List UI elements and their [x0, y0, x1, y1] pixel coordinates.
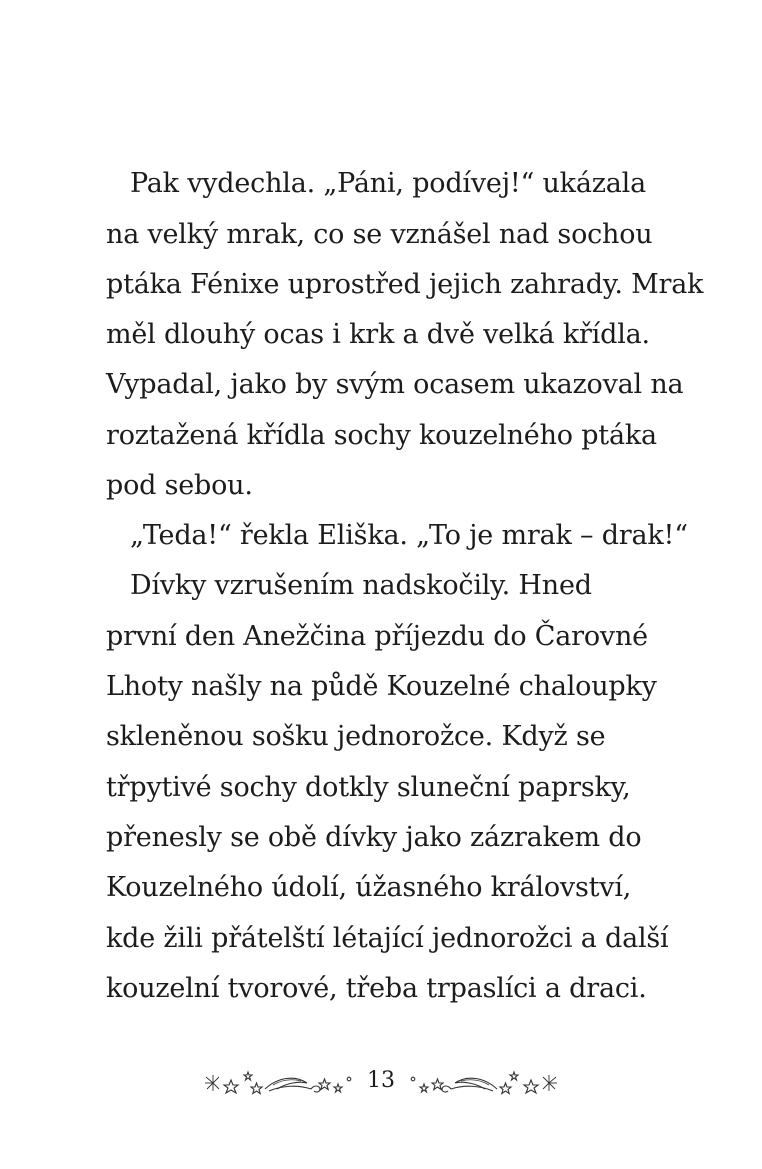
- text-line: skleněnou sošku jednorožce. Když se: [106, 721, 606, 752]
- text-line: Kouzelného údolí, úžasného království,: [106, 872, 632, 903]
- text-line: Vypadal, jako by svým ocasem ukazoval na: [106, 369, 684, 400]
- text-line: Dívky vzrušením nadskočily. Hned: [130, 570, 592, 601]
- text-line: na velký mrak, co se vznášel nad sochou: [106, 219, 653, 250]
- text-line: pod sebou.: [106, 470, 253, 501]
- text-line: Pak vydechla. „Páni, podívej!“ ukázala: [130, 168, 646, 199]
- stars-swirl-ornament-icon: [203, 1063, 353, 1097]
- stars-swirl-ornament-icon: [409, 1063, 559, 1097]
- text-line: roztažená křídla sochy kouzelného ptáka: [106, 420, 657, 451]
- text-line: kde žili přátelští létající jednorožci a další: [106, 923, 669, 954]
- text-line: měl dlouhý ocas i krk a dvě velká křídla.: [106, 319, 650, 350]
- text-line: ptáka Fénixe uprostřed jejich zahrady. Mrak: [106, 269, 704, 300]
- page-number: 13: [367, 1067, 395, 1093]
- text-line: přenesly se obě dívky jako zázrakem do: [106, 822, 642, 853]
- page-footer: [0, 1060, 762, 1100]
- text-line: Lhoty našly na půdě Kouzelné chaloupky: [106, 671, 657, 702]
- text-line: první den Anežčina příjezdu do Čarovné: [106, 621, 648, 652]
- text-line: „Teda!“ řekla Eliška. „To je mrak – drak!“: [130, 520, 688, 551]
- text-line: třpytivé sochy dotkly sluneční paprsky,: [106, 772, 631, 803]
- text-line: kouzelní tvorové, třeba trpaslíci a draci.: [106, 973, 647, 1004]
